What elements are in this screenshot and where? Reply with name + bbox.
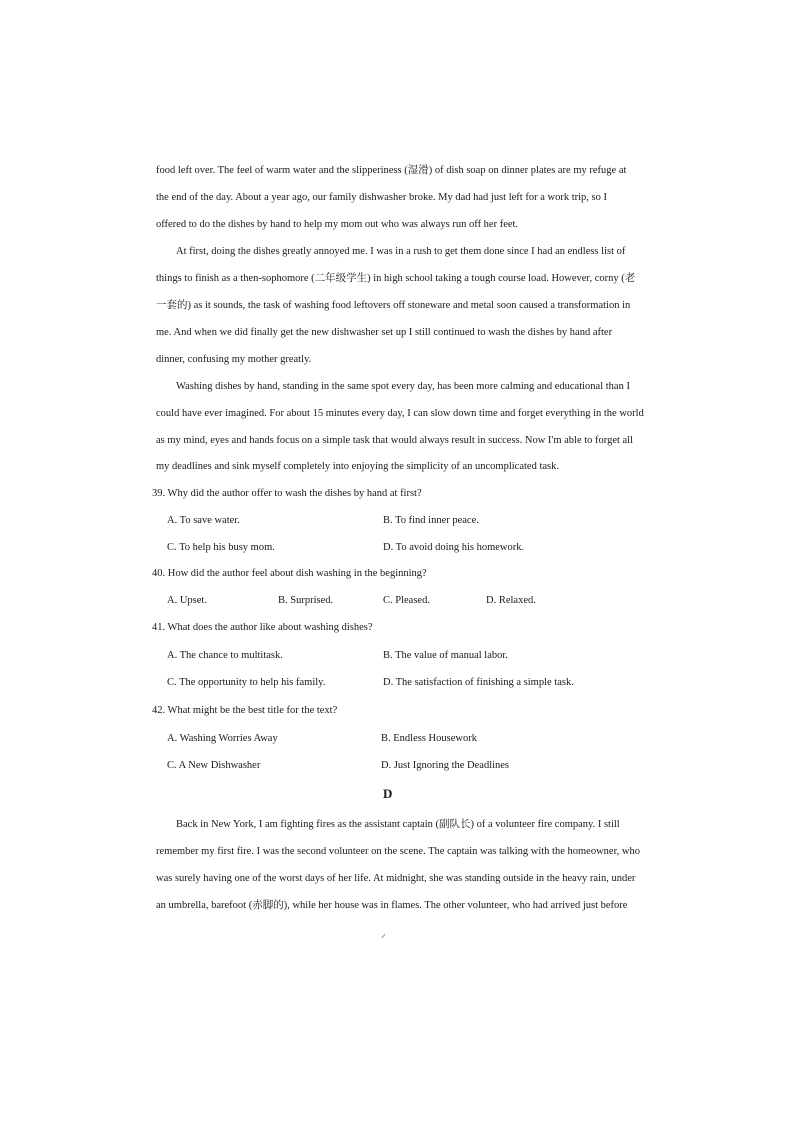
answer-option[interactable]: A. To save water. [167, 515, 240, 526]
question-stem: 41. What does the author like about washing dishes? [152, 622, 373, 633]
passage-line: as my mind, eyes and hands focus on a simple task that would always result in success. Now I'm able to forget all [156, 435, 634, 446]
passage-line: Back in New York, I am fighting fires as the assistant captain (副队长) of a volunteer fire company. I still [176, 819, 620, 830]
answer-option[interactable]: B. Surprised. [278, 595, 334, 606]
passage-line: 一套的) as it sounds, the task of washing food leftovers off stoneware and metal soon caused a transformation in [156, 300, 631, 311]
answer-option[interactable]: A. The chance to multitask. [167, 650, 283, 661]
passage-line: offered to do the dishes by hand to help my mom out who was always run off her feet. [156, 219, 519, 230]
passage-line: food left over. The feel of warm water and the slipperiness (湿滑) of dish soap on dinner plates are my refuge at [156, 165, 627, 176]
passage-line: me. And when we did finally get the new dishwasher set up I still continued to wash the dishes by hand after [156, 327, 613, 338]
answer-option[interactable]: B. Endless Housework [381, 733, 477, 744]
passage-line: At first, doing the dishes greatly annoyed me. I was in a rush to get them done since I had an endless list of [176, 246, 626, 257]
section-title: D [383, 786, 393, 801]
passage-line: could have ever imagined. For about 15 minutes every day, I can slow down time and forget everything in the world [156, 408, 644, 419]
passage-line: the end of the day. About a year ago, our family dishwasher broke. My dad had just left for a work trip, so I [156, 192, 607, 203]
passage-line: my deadlines and sink myself completely into enjoying the simplicity of an uncomplicated task. [156, 461, 559, 472]
answer-option[interactable]: D. Just Ignoring the Deadlines [381, 760, 510, 771]
passage-line: things to finish as a then-sophomore (二年级学生) in high school taking a tough course load. However, corny (老 [156, 273, 636, 284]
answer-option[interactable]: C. Pleased. [383, 595, 430, 606]
answer-option[interactable]: A. Upset. [167, 595, 207, 606]
answer-option[interactable]: D. Relaxed. [486, 595, 536, 606]
passage-line: Washing dishes by hand, standing in the same spot every day, has been more calming and educational than I [176, 381, 630, 392]
question-stem: 42. What might be the best title for the text? [152, 705, 338, 716]
answer-option[interactable]: C. To help his busy mom. [167, 542, 275, 553]
question-stem: 40. How did the author feel about dish washing in the beginning? [152, 568, 427, 579]
question-stem: 39. Why did the author offer to wash the dishes by hand at first? [152, 488, 422, 499]
passage-line: remember my first fire. I was the second volunteer on the scene. The captain was talking with the homeowner, who [156, 846, 640, 857]
page-mark: ⸝ [381, 929, 386, 940]
passage-line: an umbrella, barefoot (赤脚的), while her house was in flames. The other volunteer, who had arrived just before [156, 900, 628, 911]
passage-line: dinner, confusing my mother greatly. [156, 354, 312, 365]
answer-option[interactable]: B. To find inner peace. [383, 515, 479, 526]
answer-option[interactable]: B. The value of manual labor. [383, 650, 508, 661]
passage-line: was surely having one of the worst days of her life. At midnight, she was standing outside in the heavy rain, under [156, 873, 636, 884]
answer-option[interactable]: D. To avoid doing his homework. [383, 542, 525, 553]
answer-option[interactable]: C. A New Dishwasher [167, 760, 261, 771]
answer-option[interactable]: A. Washing Worries Away [167, 733, 278, 744]
answer-option[interactable]: C. The opportunity to help his family. [167, 677, 326, 688]
answer-option[interactable]: D. The satisfaction of finishing a simple task. [383, 677, 574, 688]
